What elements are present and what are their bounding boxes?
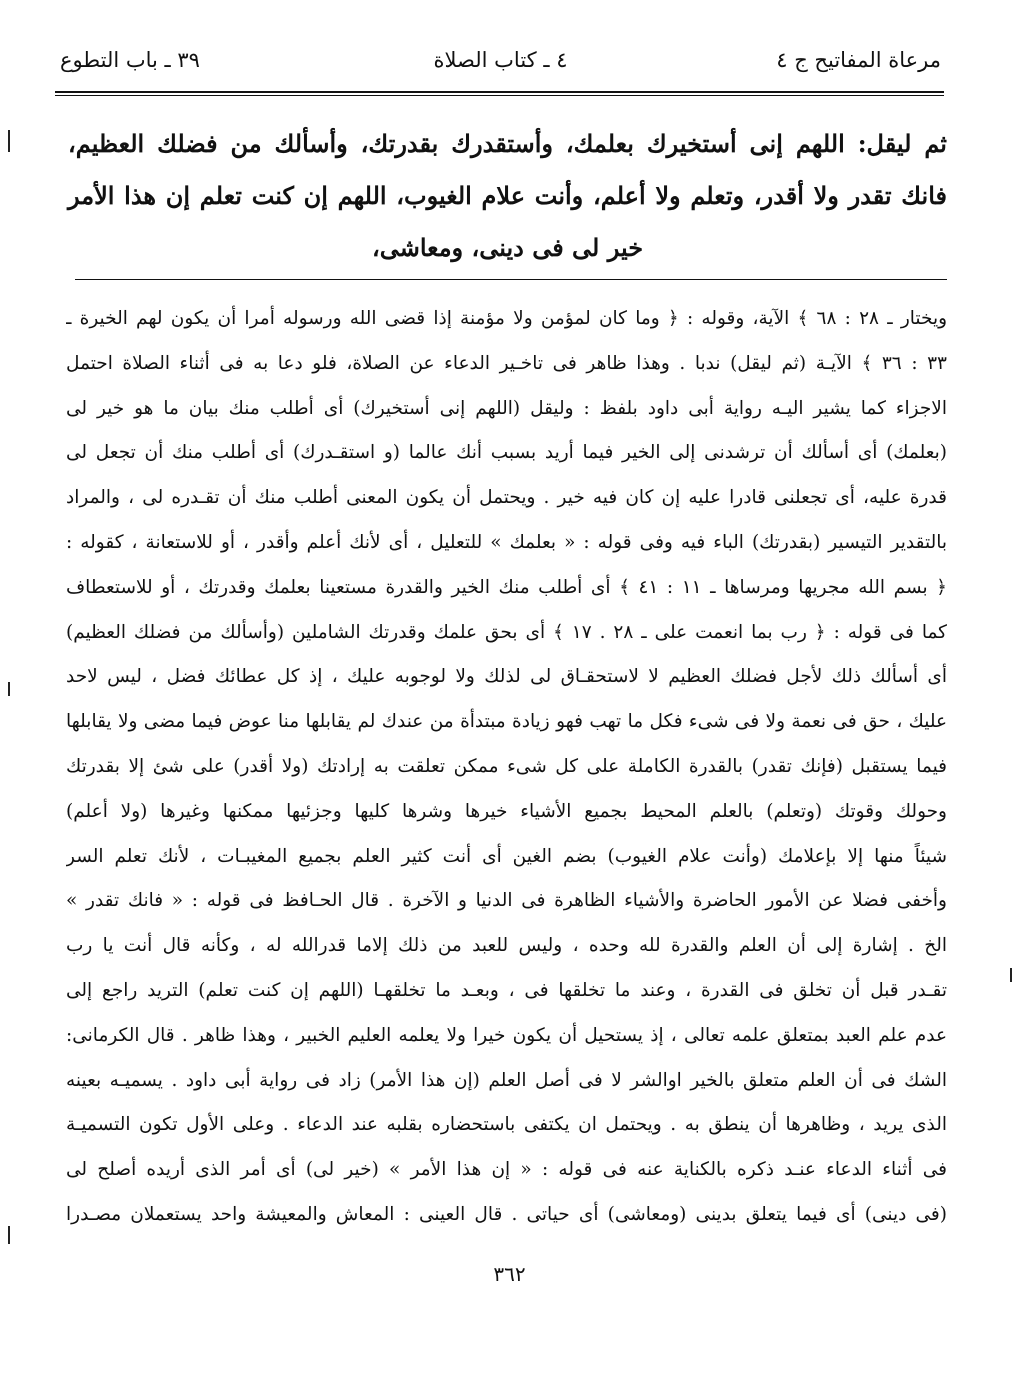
commentary-line: ٣٣ : ٣٦ ﴾ الآيـة (ثم ليقل) ندبا . وهذا ظاهر فى تاخـير الدعاء عن الصلاة، فلو دعا به فى أثناء الصلاة احتمل [66,352,947,374]
commentary-line: بالتقدير التيسير (بقدرتك) الباء فيه وفى قوله : « بعلمك » للتعليل ، أى لأنك أعلم وأقدر ، أو للاستعانة ، كقوله : [66,531,947,553]
header-chapter: ٤ ـ كتاب الصلاة [433,48,568,72]
scan-margin-mark [8,1226,10,1244]
commentary-line: وأخفى فضلا عن الأمور الحاضرة والأشياء الظاهرة فى الدنيا و الآخرة . قال الحـافظ فى قوله : « فانك تقدر » [66,890,947,912]
commentary-line: شيئاً منها إلا بإعلامك (وأنت علام الغيوب) بضم الغين أى أنت كثير العلم بجميع المغيبـات ، لأنك تعلم السر [66,845,947,867]
commentary-line: كما فى قوله : ﴿ رب بما انعمت على ـ ٢٨ . ١٧ ﴾ أى بحق علمك وقدرتك الشاملين (وأسألك من فضلك العظيم) [66,621,947,643]
commentary-line: قدرة عليه، أى تجعلنى قادرا عليه إن كان فيه خير . ويحتمل أن يكون المعنى أطلب منك أن تقـدره لى ، والمراد [66,487,947,509]
commentary-line: الاجزاء كما يشير اليـه رواية أبى داود بلفظ : وليقل (اللهم إنى أستخيرك) أى أطلب منك بيان ما هو خير لى [66,397,947,419]
header-book-volume: مرعاة المفاتيح ج ٤ [776,48,941,72]
scan-margin-mark [8,130,10,152]
scan-margin-mark [8,682,10,696]
page-number: ٣٦٢ [493,1262,526,1286]
commentary-line: وحولك وقوتك (وتعلم) بالعلم المحيط بجميع الأشياء خيرها وشرها كليها وجزئيها ممكنها وغيرها (ولا أعلم) [66,800,947,822]
commentary-line: فيما يستقبل (فإنك تقدر) بالقدرة الكاملة على كل شىء ممكن تعلقت به إرادتك (ولا أقدر) على شئ إلا بقدرتك [66,755,947,777]
header-rule-thin [55,95,944,96]
header-section: ٣٩ ـ باب التطوع [60,48,200,72]
commentary-line: ويختار ـ ٢٨ : ٦٨ ﴾ الآية، وقوله : ﴿ وما كان لمؤمن ولا مؤمنة إذا قضى الله ورسوله أمرا أن يكون لهم الخيرة ـ [66,308,947,329]
commentary-line: عدم علم العبد بمتعلق علمه تعالى ، إذ يستحيل أن يكون خيرا ولا يعلمه العليم الخبير ، وهذا ظاهر . قال الكرمانى: [66,1024,947,1046]
scan-margin-mark [1010,968,1012,982]
commentary-line: ﴿ بسم الله مجريها ومرساها ـ ١١ : ٤١ ﴾ أى أطلب منك الخير والقدرة مستعينا بعلمك وقدرتك ، أو للاستعطاف [66,576,947,598]
commentary-line: الذى يريد ، وظاهرها أن ينطق به . ويحتمل ان يكتفى باستحضاره بقلبه عند الدعاء . وعلى الأول تكون التسميـة [66,1114,947,1136]
commentary-line: الشك فى أن العلم متعلق بالخير اوالشر لا فى أصل العلم (إن هذا الأمر) زاد فى رواية أبى داود . يسميـه بعينه [66,1069,947,1091]
section-divider [75,279,947,280]
running-header [60,38,941,88]
commentary-line: (بعلمك) أى أسألك أن ترشدنى إلى الخير فيما أريد بسبب أنك عالما (و استقـدرك) أى أطلب منك أن تجعل لى [66,442,947,464]
commentary-line: عليك ، حق فى نعمة ولا فى شىء فكل ما تهب فهو زيادة مبتدأة من عندك لم يقابلها منا عوض فيما مضى ولا يقابلها [66,711,947,733]
hadith-text: ثم ليقل: اللهم إنى أستخيرك بعلمك، وأستقدرك بقدرتك، وأسألك من فضلك العظيم، فانك تقدر ولا أقدر، وتعلم ولا أعلم، وأنت علام الغيوب، اللهم إن كنت تعلم إن هذا الأمر خير لى فى دينى، ومعاشى، [68,129,947,262]
commentary-line: (فى دينى) أى فيما يتعلق بدينى (ومعاشى) أى حياتى . قال العينى : المعاش والمعيشة واحد يستعملان مصـدرا [66,1203,947,1225]
commentary-line: فى أثناء الدعاء عنـد ذكره بالكناية عنه فى قوله : « إن هذا الأمر » (خير لى) أى أمر الذى أريده أصلح لى [66,1159,947,1181]
commentary-line: أى أسألك ذلك لأجل فضلك العظيم لا لاستحقـاق لى لذلك ولا لوجوبه عليك ، إذ كل عطائك فضل ، ليس لاحد [66,666,947,688]
commentary-line: الخ . إشارة إلى أن العلم والقدرة لله وحده ، وليس للعبد من ذلك إلاما قدرالله له ، وكأنه قال أنت يا رب [66,935,947,957]
header-rule [55,91,944,93]
commentary-body [66,297,947,1238]
commentary-line: تقـدر قبل أن تخلق فى القدرة ، وعند ما تخلقها فى ، وبعـد ما تخلقهـا (اللهم إن كنت تعلم) التريد راجع إلى [66,979,947,1001]
